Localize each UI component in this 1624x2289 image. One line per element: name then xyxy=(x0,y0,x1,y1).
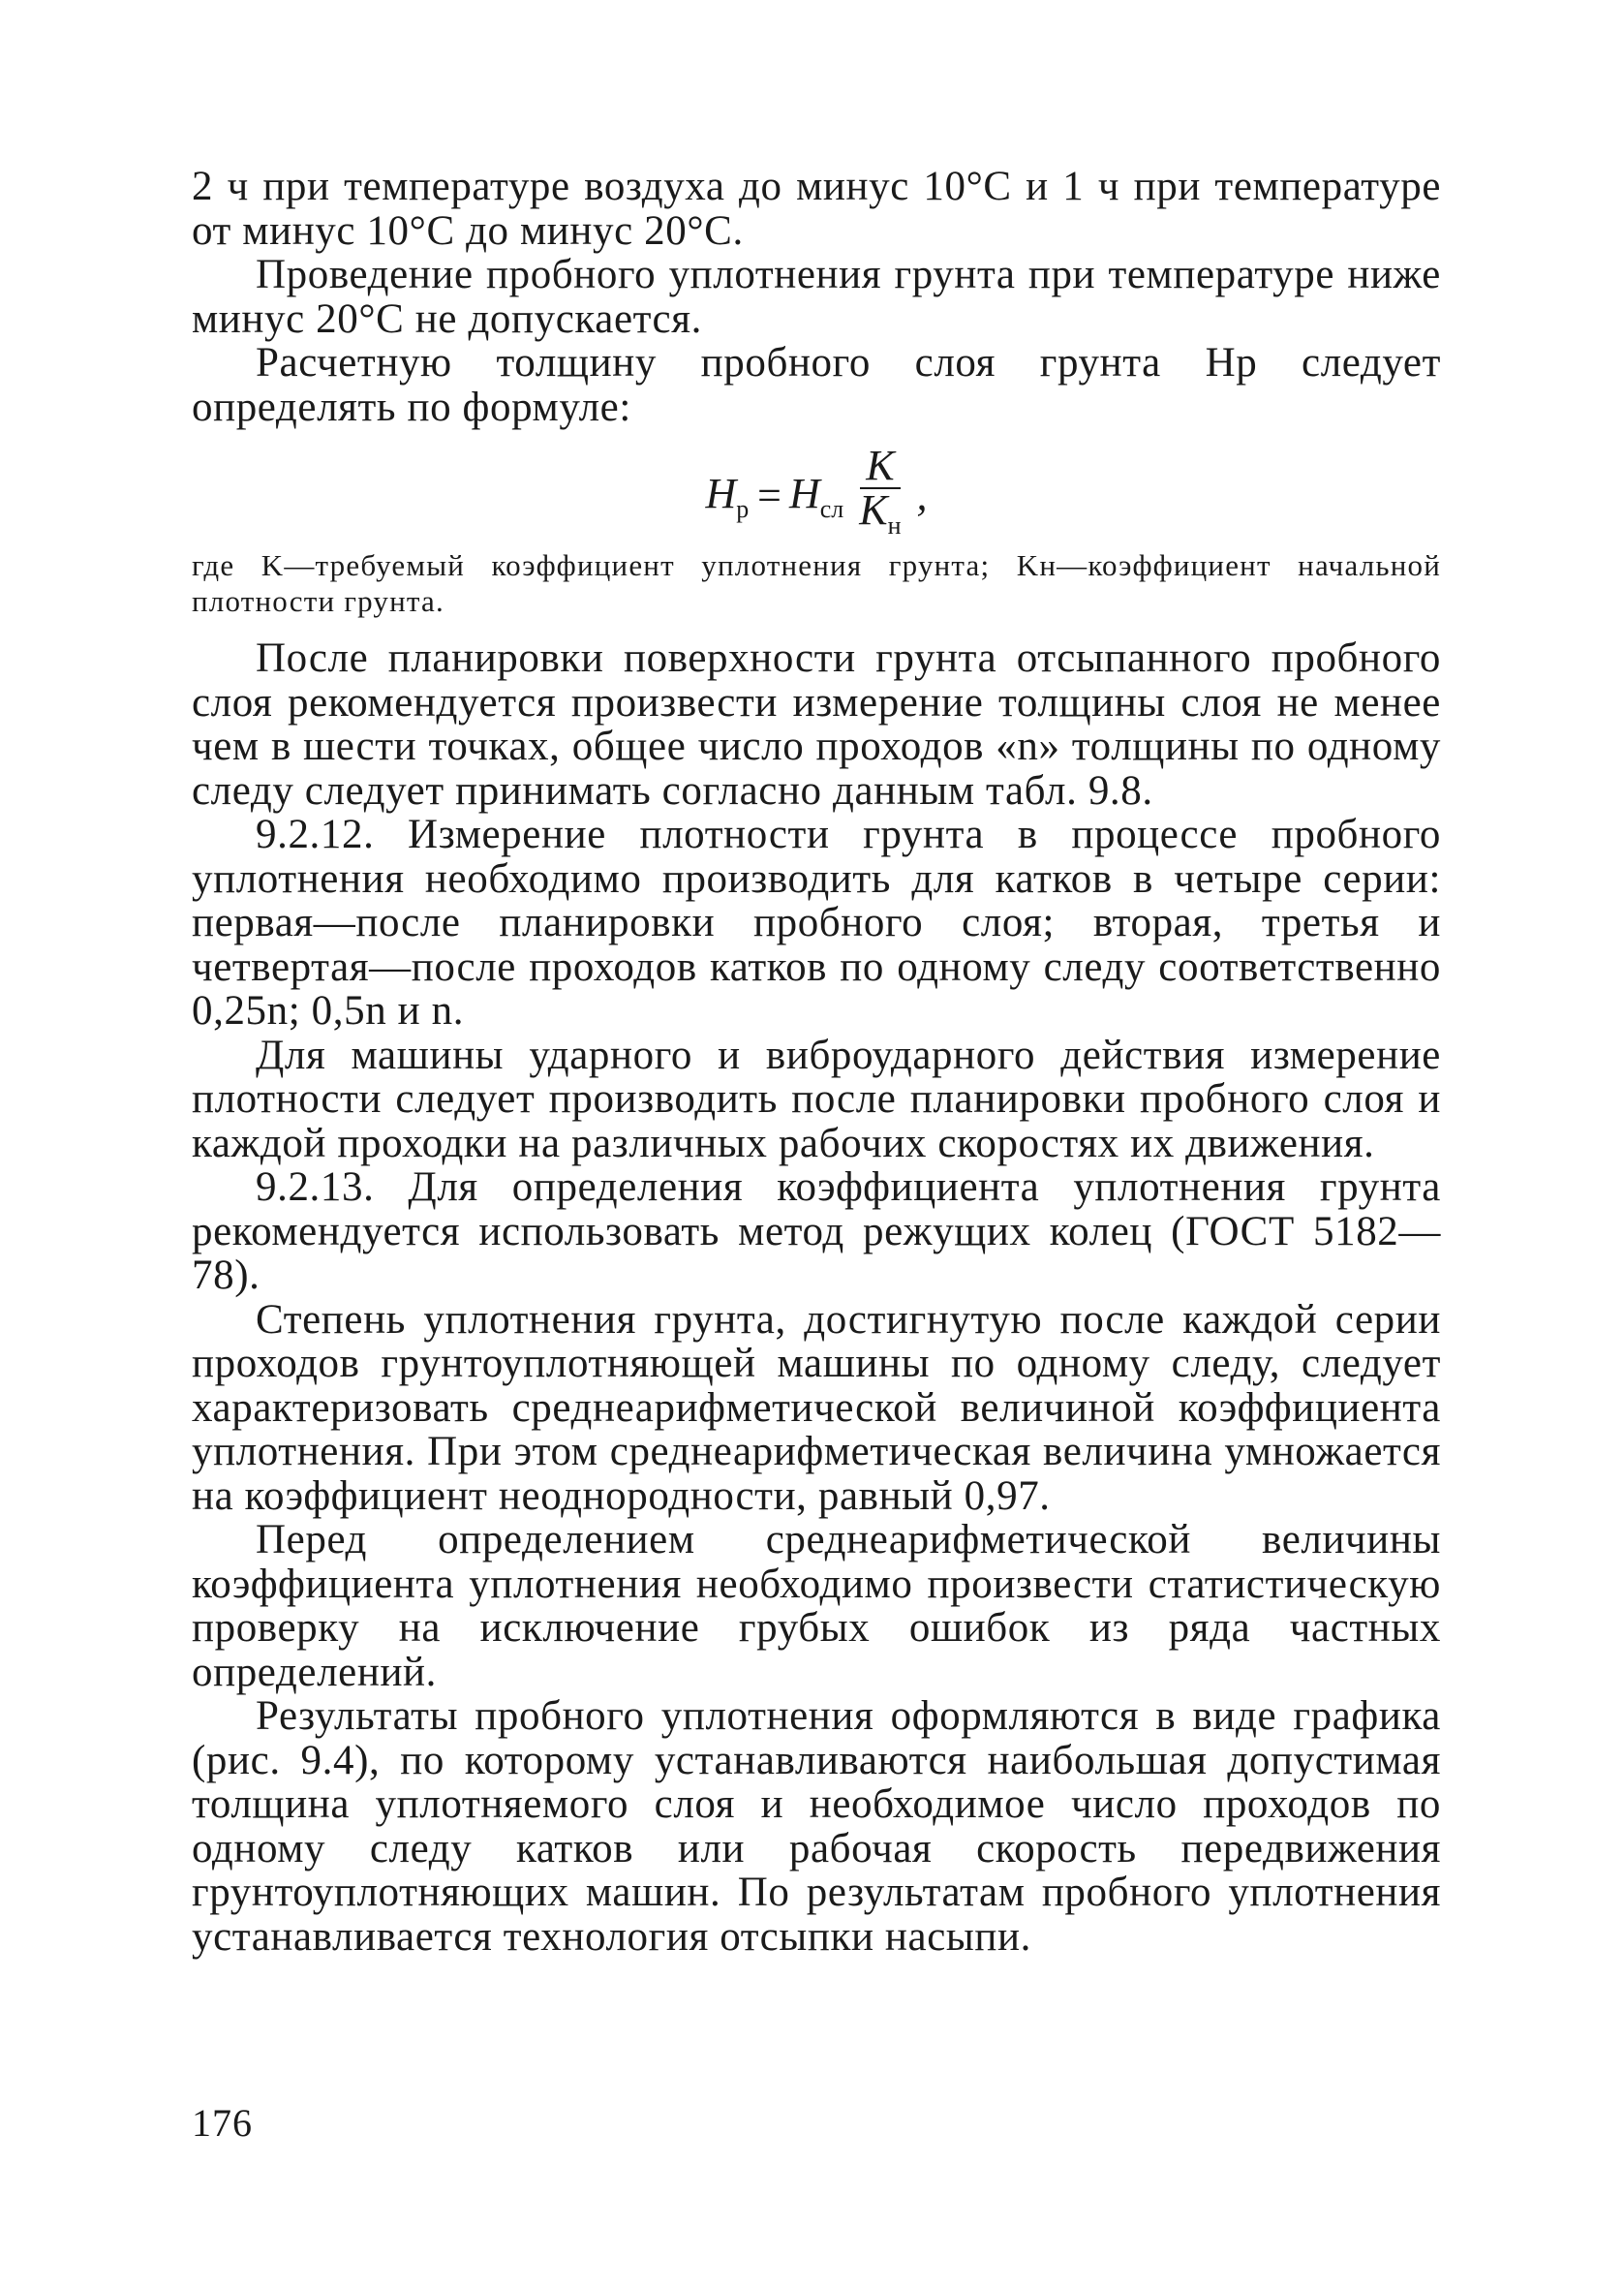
formula-fraction xyxy=(853,442,906,545)
formula-equals: = xyxy=(754,472,783,520)
paragraph-formula-intro: Расчетную толщину пробного слоя грунта Hр следует определять по формуле: xyxy=(192,340,1441,430)
formula-numerator: K xyxy=(860,447,900,489)
formula-lhs: $H_р$ xyxy=(705,469,750,523)
paragraph-compaction-degree: Степень уплотнения грунта, достигнутую после каждой серии проходов грунтоуплотняющей машины по одному следу, следует характеризовать среднеарифметической величиной коэффициента уплотнения. При этом среднеарифметическая величина умножается на коэффициент неоднородности, равный 0,97. xyxy=(192,1296,1441,1519)
page-number: 176 xyxy=(192,2101,253,2145)
formula-note: где K—требуемый коэффициент уплотнения грунта; Kн—коэффициент начальной плотности грунта. xyxy=(192,548,1441,618)
paragraph-statistical-check: Перед определением среднеарифметической величины коэффициента уплотнения необходимо произвести статистическую проверку на исключение грубых ошибок из ряда частных определений. xyxy=(192,1517,1441,1695)
formula-denominator: $K_н$ xyxy=(859,486,902,540)
paragraph-temperature-limit: Проведение пробного уплотнения грунта при температуре ниже минус 20°C не допускается. xyxy=(192,252,1441,342)
formula-expression xyxy=(705,442,928,545)
paragraph-surface-planning: После планировки поверхности грунта отсыпанного пробного слоя рекомендуется произвести измерение толщины слоя не менее чем в шести точках, общее число проходов «n» толщины по одному следу следует принимать согласно данным табл. 9.8. xyxy=(192,635,1441,814)
paragraph-section-9-2-13: 9.2.13. Для определения коэффициента уплотнения грунта рекомендуется использовать метод режущих колец (ГОСТ 5182—78). xyxy=(192,1164,1441,1298)
paragraph-impact-machines: Для машины ударного и виброударного действия измерение плотности следует производить после планировки пробного слоя и каждой проходки на различных рабочих скоростях их движения. xyxy=(192,1032,1441,1166)
formula-trailing-comma: , xyxy=(916,472,928,520)
paragraph-temperature-times: 2 ч при температуре воздуха до минус 10°C и 1 ч при температуре от минус 10°C до минус 20°C. xyxy=(192,164,1442,254)
formula-rhs: $H_{сл}$ xyxy=(788,469,844,523)
document-page xyxy=(192,165,1441,1959)
paragraph-results: Результаты пробного уплотнения оформляются в виде графика (рис. 9.4), по которому устанавливаются наибольшая допустимая толщина уплотняемого слоя и необходимое число проходов по одному следу катков или рабочая скорость передвижения грунтоуплотняющих машин. По результатам пробного уплотнения устанавливается технология отсыпки насыпи. xyxy=(192,1693,1441,1960)
thickness-formula xyxy=(192,442,1441,540)
paragraph-section-9-2-12: 9.2.12. Измерение плотности грунта в процессе пробного уплотнения необходимо производить для катков в четыре серии: первая—после планировки пробного слоя; вторая, третья и четвертая—после проходов катков по одному следу соответственно 0,25n; 0,5n и n. xyxy=(192,812,1441,1034)
